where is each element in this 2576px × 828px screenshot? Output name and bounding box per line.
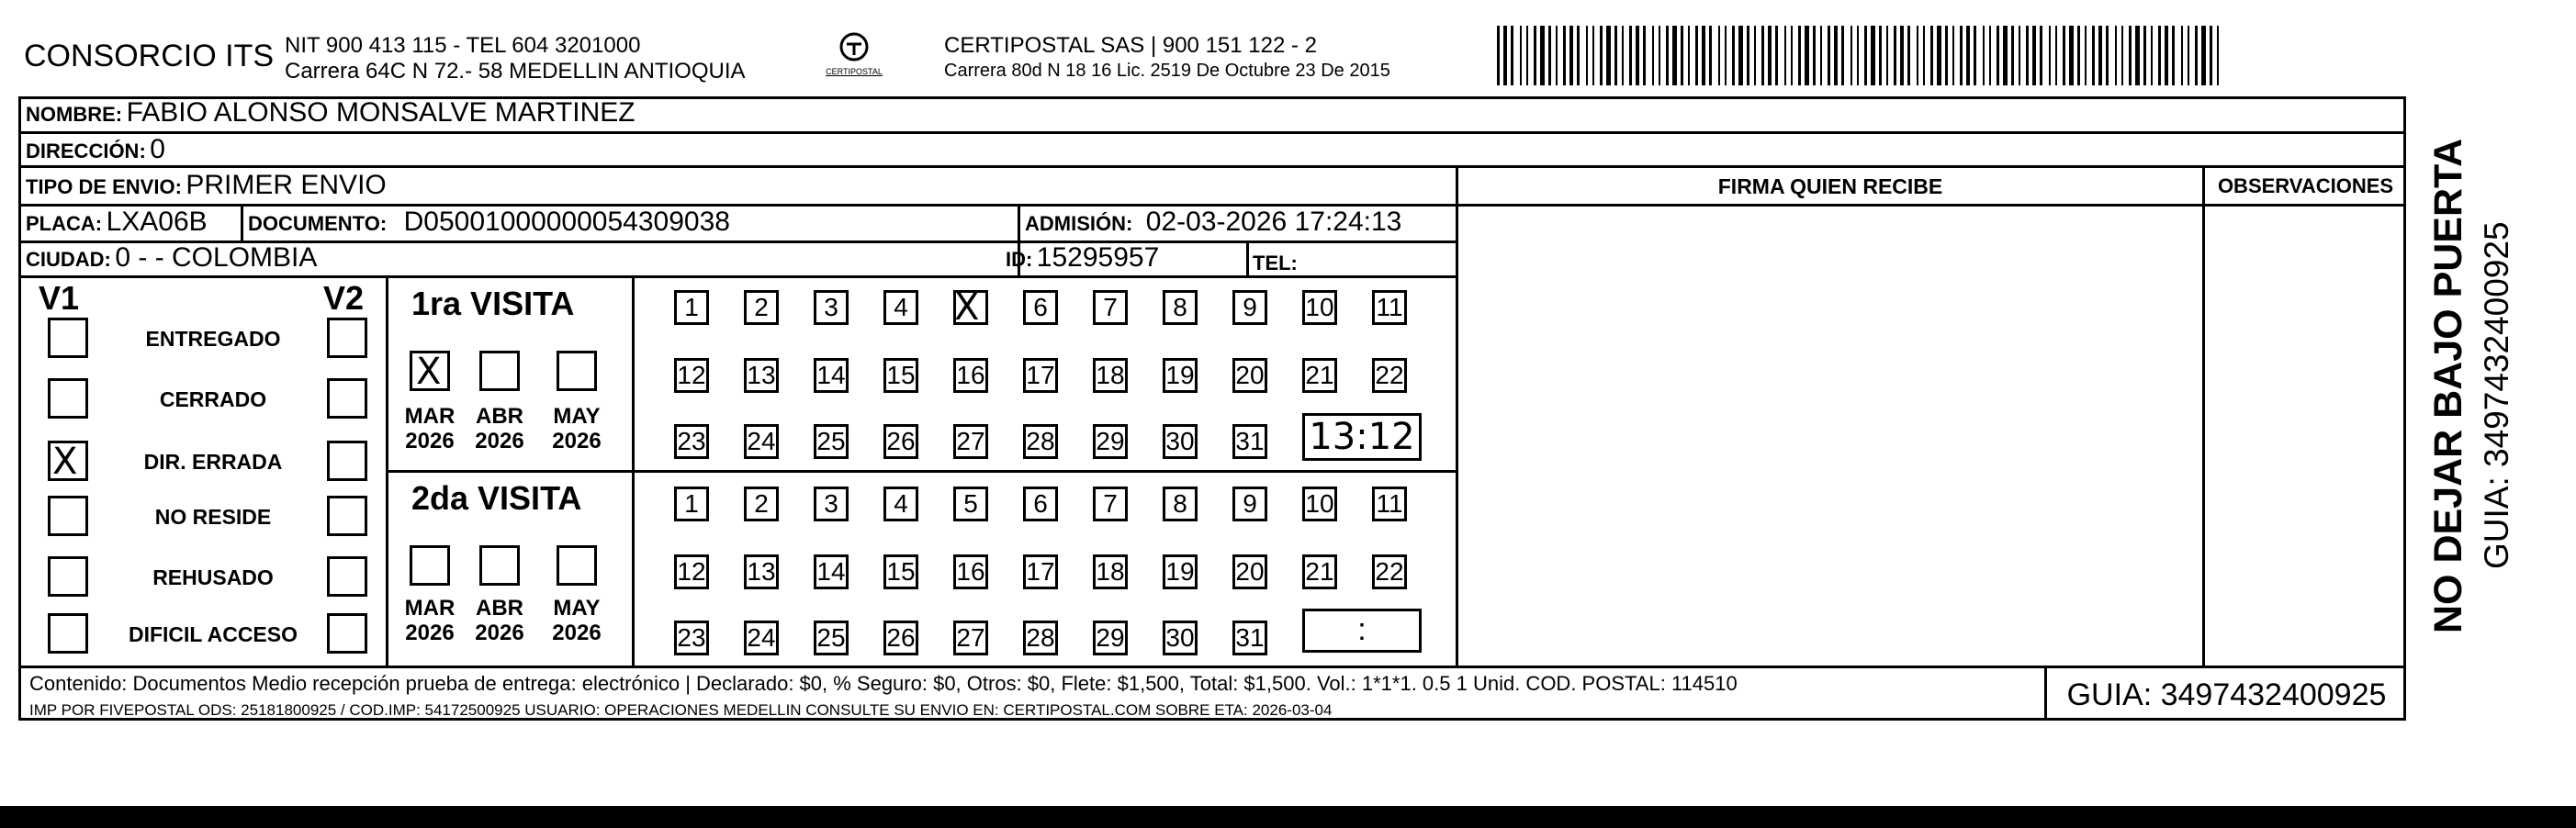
barcode-bar — [1834, 26, 1838, 85]
day-box[interactable]: 7 — [1093, 290, 1128, 325]
month-year: 2026 — [552, 621, 602, 645]
id-label: ID: — [1006, 248, 1033, 271]
barcode-bar — [1672, 26, 1677, 85]
day-box[interactable]: 22 — [1372, 358, 1407, 393]
day-box[interactable]: 27 — [953, 621, 988, 655]
barcode-bar — [1725, 26, 1727, 85]
day-box[interactable]: 29 — [1093, 621, 1128, 655]
day-box[interactable]: 28 — [1023, 424, 1058, 459]
day-box[interactable]: 21 — [1302, 358, 1337, 393]
day-box[interactable]: 21 — [1302, 554, 1337, 589]
barcode-bar — [2151, 26, 2153, 85]
status-label: DIFICIL ACCESO — [128, 622, 298, 646]
barcode-bar — [1629, 26, 1632, 85]
day-box[interactable]: 15 — [883, 358, 918, 393]
status-label: CERRADO — [159, 387, 267, 411]
month-year: 2026 — [405, 429, 455, 453]
barcode-bar — [1805, 26, 1809, 85]
footer-imp: IMP POR FIVEPOSTAL ODS: 25181800925 / COD.IMP: 54172500925 USUARIO: OPERACIONES MEDELLIN CONSULTE SU ENVIO EN: CERTIPOSTAL.COM SOBRE ETA: 2026-03-04 — [29, 701, 1333, 719]
check-mark-icon: X — [416, 351, 442, 393]
barcode-bar — [1747, 26, 1749, 85]
day-box[interactable]: 31 — [1232, 621, 1267, 655]
barcode-bar — [1738, 26, 1743, 85]
barcode-bar — [1828, 26, 1830, 85]
day-box[interactable]: 4 — [883, 290, 918, 325]
status-label: NO RESIDE — [154, 505, 272, 529]
barcode-bar — [1983, 26, 1985, 85]
certipostal-logo — [822, 31, 886, 81]
month-name: MAY — [553, 404, 601, 429]
barcode-bar — [1526, 26, 1528, 85]
barcode-bar — [1841, 26, 1844, 85]
barcode-bar — [1917, 26, 1918, 85]
month-checkbox[interactable] — [410, 351, 450, 391]
tel-label: TEL: — [1253, 252, 1298, 274]
barcode-bar — [2003, 26, 2008, 85]
barcode-bar — [1586, 26, 1588, 85]
barcode-bar — [1894, 26, 1896, 85]
nombre-row — [26, 97, 636, 129]
barcode-bar — [1820, 26, 1822, 85]
v2-label: V2 — [323, 279, 365, 317]
status-label: DIR. ERRADA — [143, 450, 283, 474]
month-checkbox[interactable] — [410, 545, 450, 586]
barcode-bar — [1850, 26, 1852, 85]
barcode-bar — [1592, 26, 1594, 85]
day-box[interactable]: 14 — [814, 554, 849, 589]
check-mark-icon: X — [52, 441, 78, 483]
v2-checkbox[interactable] — [327, 613, 367, 654]
barcode-bar — [2055, 26, 2057, 85]
v2-checkbox[interactable] — [327, 556, 367, 597]
barcode-bar — [1556, 26, 1558, 85]
day-box[interactable]: 24 — [744, 424, 779, 459]
barcode-bar — [1503, 26, 1507, 85]
day-box[interactable]: 11 — [1372, 290, 1407, 325]
barcode-bar — [2201, 26, 2206, 85]
barcode-bar — [1497, 26, 1500, 85]
v2-checkbox[interactable] — [327, 318, 367, 358]
barcode-bar — [1659, 26, 1660, 85]
barcode-bar — [2049, 26, 2051, 85]
barcode-bar — [2063, 26, 2065, 85]
month-checkbox[interactable] — [557, 351, 597, 391]
barcode-bar — [2158, 26, 2161, 85]
day-box[interactable]: 1 — [674, 487, 709, 521]
month-label — [398, 404, 462, 453]
day-box[interactable]: 25 — [814, 621, 849, 655]
day-box[interactable]: 23 — [674, 621, 709, 655]
day-box[interactable] — [953, 286, 988, 329]
day-box[interactable]: 14 — [814, 358, 849, 393]
day-box[interactable]: 18 — [1093, 358, 1128, 393]
v2-checkbox[interactable] — [327, 496, 367, 536]
placa-value: LXA06B — [106, 207, 208, 237]
barcode-bar — [1569, 26, 1573, 85]
admision-row — [1025, 207, 1401, 238]
day-box[interactable]: 17 — [1023, 554, 1058, 589]
tipo-value: PRIMER ENVIO — [186, 170, 387, 200]
barcode-bar — [1813, 26, 1816, 85]
month-name: MAR — [404, 404, 456, 429]
logo-text: CERTIPOSTAL — [826, 67, 883, 76]
id-row — [1006, 242, 1159, 274]
month-checkbox[interactable] — [557, 545, 597, 586]
barcode-bar — [1937, 26, 1941, 85]
barcode-bar — [1652, 26, 1654, 85]
v1-label: V1 — [39, 279, 80, 317]
barcode-bar — [1923, 26, 1925, 85]
barcode-bar — [1989, 26, 1991, 85]
barcode-bar — [1871, 26, 1875, 85]
barcode-bar — [2115, 26, 2117, 85]
day-box[interactable]: 10 — [1302, 290, 1337, 325]
barcode-bar — [1577, 26, 1580, 85]
barcode-bar — [2032, 26, 2036, 85]
placa-row — [26, 207, 208, 238]
month-name: ABR — [476, 404, 523, 429]
documento-value: D05001000000054309038 — [403, 207, 730, 237]
barcode-bar — [2106, 26, 2109, 85]
day-box[interactable]: 6 — [1023, 290, 1058, 325]
barcode-bar — [1636, 26, 1639, 85]
direccion-value: 0 — [150, 134, 165, 164]
barcode-bar — [2135, 26, 2140, 85]
day-box[interactable]: 7 — [1093, 487, 1128, 521]
day-box[interactable]: 20 — [1232, 554, 1267, 589]
barcode-bar — [2011, 26, 2014, 85]
barcode-bar — [1614, 26, 1617, 85]
footer-contenido: Contenido: Documentos Medio recepción prueba de entrega: electrónico | Declarado: $0, % Seguro: $0, Otros: $0, Flete: $1,500, Total: $1,500. Vol.: 1*1*1. 0.5 1 Unid. COD. POSTAL: 114510 — [29, 672, 1738, 695]
side-guia: GUIA: 3497432400925 — [2478, 221, 2515, 569]
side-warning: NO DEJAR BAJO PUERTA — [2426, 138, 2470, 633]
second-visit-label: 2da VISITA — [411, 479, 582, 517]
barcode-bar — [2092, 26, 2095, 85]
tipo-label: TIPO DE ENVIO: — [26, 175, 182, 198]
day-box[interactable]: 23 — [674, 424, 709, 459]
day-box[interactable]: 26 — [883, 621, 918, 655]
day-box[interactable]: 20 — [1232, 358, 1267, 393]
barcode-bar — [2188, 26, 2189, 85]
v2-checkbox[interactable] — [327, 378, 367, 419]
nombre-value: FABIO ALONSO MONSALVE MARTINEZ — [126, 97, 636, 128]
day-box[interactable]: 5 — [953, 487, 988, 521]
barcode-bar — [1997, 26, 1999, 85]
day-box[interactable]: 13 — [744, 358, 779, 393]
day-box[interactable]: 9 — [1232, 290, 1267, 325]
status-label: REHUSADO — [152, 565, 274, 589]
barcode-bar — [1784, 26, 1786, 85]
barcode-bar — [1709, 26, 1712, 85]
barcode-bar — [2098, 26, 2102, 85]
ciudad-value: 0 - - COLOMBIA — [115, 242, 318, 273]
admision-label: ADMISIÓN: — [1025, 212, 1133, 235]
day-box[interactable]: 13 — [744, 554, 779, 589]
nombre-label: NOMBRE: — [26, 103, 123, 126]
day-box[interactable]: 27 — [953, 424, 988, 459]
day-box[interactable]: 19 — [1163, 554, 1198, 589]
barcode-bar — [1966, 26, 1970, 85]
v1-checkbox[interactable] — [48, 556, 88, 597]
barcode-bar — [2181, 26, 2183, 85]
month-checkbox[interactable] — [479, 545, 520, 586]
day-box[interactable]: 22 — [1372, 554, 1407, 589]
barcode-bar — [1930, 26, 1933, 85]
month-label — [398, 596, 462, 645]
month-name: MAR — [404, 596, 456, 621]
day-box[interactable]: 25 — [814, 424, 849, 459]
barcode-bar — [1761, 26, 1764, 85]
day-box[interactable]: 16 — [953, 554, 988, 589]
month-label — [467, 596, 532, 645]
day-box[interactable]: 2 — [744, 290, 779, 325]
day-box[interactable]: 30 — [1163, 424, 1198, 459]
v1-checkbox[interactable] — [48, 441, 88, 481]
company-nit: NIT 900 413 115 - TEL 604 3201000 — [285, 33, 641, 58]
barcode-bar — [2195, 26, 2198, 85]
month-checkbox[interactable] — [479, 351, 520, 391]
barcode-bar — [2143, 26, 2146, 85]
tipo-envio-row — [26, 170, 387, 201]
placa-label: PLACA: — [26, 212, 103, 235]
day-box[interactable]: 10 — [1302, 487, 1337, 521]
day-box[interactable]: 2 — [744, 487, 779, 521]
day-box[interactable]: 11 — [1372, 487, 1407, 521]
barcode-bar — [1718, 26, 1720, 85]
day-box[interactable]: 3 — [814, 487, 849, 521]
barcode-bar — [2069, 26, 2074, 85]
barcode-bar — [1534, 26, 1536, 85]
day-box[interactable]: 29 — [1093, 424, 1128, 459]
barcode-bar — [1879, 26, 1882, 85]
company-name: CONSORCIO ITS — [24, 39, 275, 73]
day-box[interactable]: 16 — [953, 358, 988, 393]
v1-checkbox[interactable] — [48, 378, 88, 419]
day-box[interactable]: 3 — [814, 290, 849, 325]
barcode-bar — [1775, 26, 1778, 85]
second-time-value: : — [1357, 612, 1367, 647]
day-box[interactable]: 1 — [674, 290, 709, 325]
barcode-bar — [1563, 26, 1566, 85]
company-address: Carrera 64C N 72.- 58 MEDELLIN ANTIOQUIA — [285, 59, 746, 84]
month-label — [467, 404, 532, 453]
day-box[interactable]: 18 — [1093, 554, 1128, 589]
v1-checkbox[interactable] — [48, 318, 88, 358]
carrier-license: Carrera 80d N 18 16 Lic. 2519 De Octubre 23 De 2015 — [944, 61, 1390, 81]
footer-guia: GUIA: 3497432400925 — [2066, 677, 2387, 712]
v1-checkbox[interactable] — [48, 613, 88, 654]
firma-header: FIRMA QUIEN RECIBE — [1717, 174, 1943, 198]
month-label — [545, 596, 609, 645]
barcode-bar — [1511, 26, 1513, 85]
documento-label: DOCUMENTO: — [248, 212, 388, 235]
barcode-bar — [2085, 26, 2087, 85]
day-box[interactable]: 12 — [674, 358, 709, 393]
barcode-bar — [2077, 26, 2080, 85]
day-box[interactable]: 31 — [1232, 424, 1267, 459]
barcode-bar — [2172, 26, 2175, 85]
barcode-bar — [2019, 26, 2020, 85]
barcode-bar — [1681, 26, 1683, 85]
barcode-bar — [1791, 26, 1793, 85]
barcode-bar — [1520, 26, 1522, 85]
observaciones-header: OBSERVACIONES — [2217, 174, 2394, 197]
barcode-bar — [1666, 26, 1669, 85]
ciudad-row — [26, 242, 317, 274]
barcode-bar — [1606, 26, 1611, 85]
check-mark-icon: X — [954, 286, 980, 329]
first-visit-label: 1ra VISITA — [411, 285, 575, 322]
day-box[interactable]: 17 — [1023, 358, 1058, 393]
status-label: ENTREGADO — [145, 327, 281, 351]
barcode-bar — [2129, 26, 2132, 85]
month-name: ABR — [476, 596, 523, 621]
day-box[interactable]: 8 — [1163, 290, 1198, 325]
barcode-bar — [1622, 26, 1624, 85]
barcode-bar — [1798, 26, 1801, 85]
barcode-bar — [2165, 26, 2168, 85]
day-box[interactable]: 28 — [1023, 621, 1058, 655]
second-time-box[interactable] — [1302, 609, 1422, 653]
barcode-bar — [1900, 26, 1904, 85]
day-box[interactable]: 19 — [1163, 358, 1198, 393]
day-box[interactable]: 24 — [744, 621, 779, 655]
barcode-bar — [1907, 26, 1910, 85]
barcode-bar — [1754, 26, 1756, 85]
month-year: 2026 — [552, 429, 602, 453]
barcode-bar — [2121, 26, 2123, 85]
day-box[interactable]: 8 — [1163, 487, 1198, 521]
barcode-bar — [1643, 26, 1646, 85]
barcode-bar — [1952, 26, 1954, 85]
tel-row — [1253, 246, 1298, 277]
admision-value: 02-03-2026 17:24:13 — [1145, 207, 1402, 237]
barcode — [1497, 26, 2227, 85]
barcode-bar — [1548, 26, 1551, 85]
barcode-bar — [1768, 26, 1772, 85]
barcode-bar — [1945, 26, 1948, 85]
logo-icon — [836, 31, 872, 62]
day-box[interactable]: 6 — [1023, 487, 1058, 521]
ciudad-label: CIUDAD: — [26, 248, 111, 271]
barcode-bar — [2210, 26, 2212, 85]
barcode-bar — [1688, 26, 1690, 85]
first-time-value: 13:12 — [1309, 416, 1415, 458]
barcode-bar — [1974, 26, 1976, 85]
v1-checkbox[interactable] — [48, 496, 88, 536]
barcode-bar — [1732, 26, 1735, 85]
day-box[interactable]: 12 — [674, 554, 709, 589]
barcode-bar — [1702, 26, 1705, 85]
direccion-label: DIRECCIÓN: — [26, 140, 146, 162]
day-box[interactable]: 9 — [1232, 487, 1267, 521]
month-year: 2026 — [475, 429, 524, 453]
barcode-bar — [1960, 26, 1963, 85]
id-value: 15295957 — [1036, 242, 1160, 273]
barcode-bar — [1886, 26, 1888, 85]
barcode-bar — [1857, 26, 1859, 85]
v2-checkbox[interactable] — [327, 441, 367, 481]
day-box[interactable]: 15 — [883, 554, 918, 589]
barcode-bar — [1600, 26, 1603, 85]
bottom-band — [0, 806, 2576, 828]
barcode-bar — [1864, 26, 1867, 85]
documento-row — [248, 207, 730, 238]
month-year: 2026 — [405, 621, 455, 645]
day-box[interactable]: 26 — [883, 424, 918, 459]
barcode-bar — [2217, 26, 2219, 85]
barcode-bar — [1695, 26, 1698, 85]
first-time-box[interactable] — [1302, 413, 1422, 461]
day-box[interactable]: 4 — [883, 487, 918, 521]
barcode-bar — [1540, 26, 1545, 85]
barcode-bar — [2040, 26, 2042, 85]
month-label — [545, 404, 609, 453]
barcode-bar — [2026, 26, 2029, 85]
month-name: MAY — [553, 596, 601, 621]
day-box[interactable]: 30 — [1163, 621, 1198, 655]
direccion-row — [26, 134, 165, 165]
month-year: 2026 — [475, 621, 524, 645]
carrier-name: CERTIPOSTAL SAS | 900 151 122 - 2 — [944, 33, 1317, 58]
